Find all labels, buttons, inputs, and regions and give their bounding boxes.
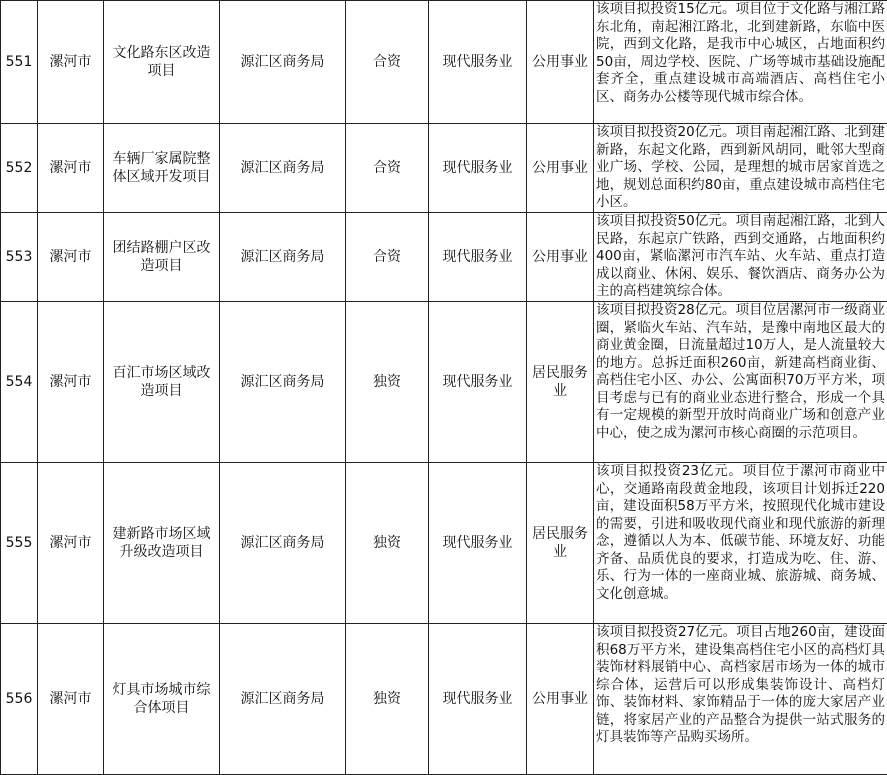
industry-cell: 现代服务业 (429, 213, 527, 302)
row-number: 556 (1, 624, 38, 775)
mode-cell: 独资 (346, 463, 429, 624)
row-number: 555 (1, 463, 38, 624)
mode-cell: 独资 (346, 302, 429, 463)
project-name-cell: 建新路市场区域升级改造项目 (104, 463, 220, 624)
row-number: 554 (1, 302, 38, 463)
project-name-cell: 车辆厂家属院整体区域开发项目 (104, 124, 220, 213)
industry-cell: 现代服务业 (429, 302, 527, 463)
city-cell: 漯河市 (38, 213, 104, 302)
unit-cell: 源汇区商务局 (220, 624, 346, 775)
table-row (1, 1, 887, 124)
unit-cell: 源汇区商务局 (220, 213, 346, 302)
description-cell: 该项目拟投资28亿元。项目位居漯河市一级商业圈，紧临火车站、汽车站，是豫中南地区最大的商业黄金圈，日流量超过10万人，是人流量较大的地方。总拆迁面积260亩，新建高档商业街、高档住宅小区、办公、公寓面积70万平方米，项目考虑与已有的商业业态进行整合，形成一个具有一定规模的新型开放时尚商业广场和创意产业中心，使之成为漯河市核心商圈的示范项目。 (594, 302, 887, 463)
description-cell: 该项目拟投资23亿元。项目位于漯河市商业中心，交通路南段黄金地段，该项目计划拆迁220亩，建设面积58万平方米，按照现代化城市建设的需要，引进和吸收现代商业和现代旅游的新理念，遵循以人为本、低碳节能、环境友好、功能齐备、品质优良的要求，打造成为吃、住、游、乐、行为一体的一座商业城、旅游城、商务城、文化创意城。 (594, 463, 887, 624)
mode-cell: 合资 (346, 124, 429, 213)
table-row (1, 213, 887, 302)
description-cell: 该项目拟投资20亿元。项目南起湘江路、北到建新路，东起文化路，西到新风胡同，毗邻大型商业广场、学校、公园，是理想的城市居家首选之地，规划总面积约80亩，重点建设城市高档住宅小区。 (594, 124, 887, 213)
project-name-cell: 百汇市场区域改造项目 (104, 302, 220, 463)
type-cell: 居民服务业 (527, 302, 594, 463)
type-cell: 公用事业 (527, 124, 594, 213)
city-cell: 漯河市 (38, 624, 104, 775)
table-row (1, 302, 887, 463)
project-name-cell: 灯具市场城市综合体项目 (104, 624, 220, 775)
city-cell: 漯河市 (38, 463, 104, 624)
table-row (1, 124, 887, 213)
unit-cell: 源汇区商务局 (220, 1, 346, 124)
unit-cell: 源汇区商务局 (220, 302, 346, 463)
row-number: 552 (1, 124, 38, 213)
unit-cell: 源汇区商务局 (220, 124, 346, 213)
industry-cell: 现代服务业 (429, 463, 527, 624)
industry-cell: 现代服务业 (429, 1, 527, 124)
row-number: 553 (1, 213, 38, 302)
industry-cell: 现代服务业 (429, 624, 527, 775)
unit-cell: 源汇区商务局 (220, 463, 346, 624)
type-cell: 公用事业 (527, 213, 594, 302)
type-cell: 居民服务业 (527, 463, 594, 624)
city-cell: 漯河市 (38, 302, 104, 463)
table-row (1, 463, 887, 624)
mode-cell: 合资 (346, 213, 429, 302)
city-cell: 漯河市 (38, 124, 104, 213)
city-cell: 漯河市 (38, 1, 104, 124)
mode-cell: 合资 (346, 1, 429, 124)
description-cell: 该项目拟投资27亿元。项目占地260亩，建设面积68万平方米，建设集高档住宅小区的高档灯具装饰材料展销中心、高档家居市场为一体的城市综合体，运营后可以形成集装饰设计、高档灯饰、装饰材料、家饰精品于一体的庞大家居产业链，将家居产业的产品整合为提供一站式服务的灯具装饰等产品购买场所。 (594, 624, 887, 775)
project-name-cell: 文化路东区改造项目 (104, 1, 220, 124)
industry-cell: 现代服务业 (429, 124, 527, 213)
type-cell: 公用事业 (527, 624, 594, 775)
description-cell: 该项目拟投资15亿元。项目位于文化路与湘江路东北角，南起湘江路北，北到建新路，东临中医院，西到文化路，是我市中心城区，占地面积约50亩，周边学校、医院、广场等城市基础设施配套齐全，重点建设城市高端酒店、高档住宅小区、商务办公楼等现代城市综合体。 (594, 1, 887, 124)
table-row (1, 624, 887, 775)
row-number: 551 (1, 1, 38, 124)
project-name-cell: 团结路棚户区改造项目 (104, 213, 220, 302)
type-cell: 公用事业 (527, 1, 594, 124)
description-cell: 该项目拟投资50亿元。项目南起湘江路，北到人民路，东起京广铁路，西到交通路，占地面积约400亩，紧临漯河市汽车站、火车站、重点打造成以商业、休闲、娱乐、餐饮酒店、商务办公为主的高档建筑综合体。 (594, 213, 887, 302)
mode-cell: 独资 (346, 624, 429, 775)
